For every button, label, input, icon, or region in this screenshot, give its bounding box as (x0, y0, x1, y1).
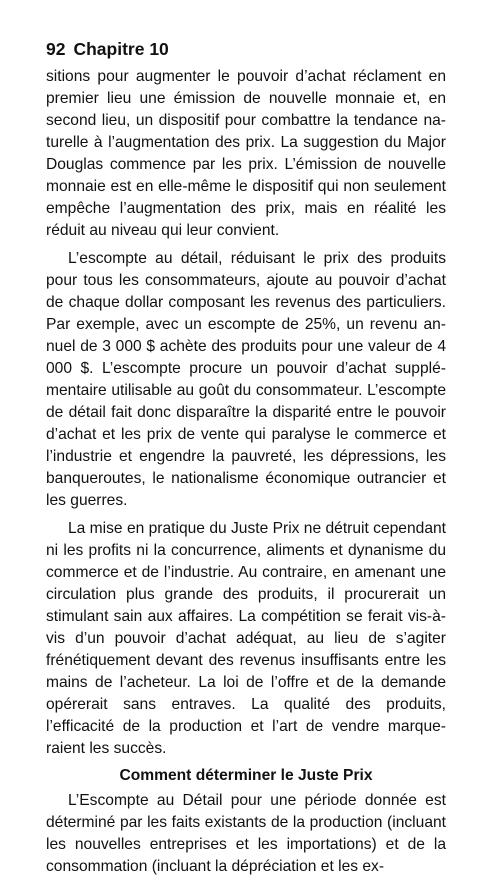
body-text (46, 66, 446, 878)
book-page (46, 38, 446, 880)
paragraph-continued: sitions pour augmenter le pouvoir d’achat réclament en premier lieu une émission de nouvelle monnaie et, en second lieu, un dispositif pour combattre la tendance naturelle à l’augmentation des prix. La suggestion du Major Douglas commence par les prix. L’émission de nouvelle monnaie est en elle-même le dispositif qui non seulement empêche l’augmentation des prix, mais en réalité les réduit au niveau qui leur convient. (46, 68, 446, 239)
paragraph-determination: L’Escompte au Détail pour une période donnée est déterminé par les faits existants de la production (incluant les nouvelles entreprises et les importations) et de la consommation (incluant la dépréciation et les ex- (46, 792, 446, 875)
paragraph-retail-discount: L’escompte au détail, réduisant le prix des produits pour tous les consommateurs, ajoute au pouvoir d’achat de chaque dollar composant les revenus des particuliers. Par exemple, avec un escompte de 25%, un revenu annuel de 3 000 $ achète des produits pour une valeur de 4 000 $. L’escompte procure un pouvoir d’achat supplémentaire utilisable au goût du consommateur. L’escompte de détail fait donc disparaître la disparité entre le pouvoir d’achat et les prix de vente qui paralyse le commerce et l’industrie et engendre la pauvreté, les dépressions, les banqueroutes, le nationalisme économique outrancier et les guerres. (46, 250, 446, 509)
page-number: 92 (46, 39, 66, 59)
chapter-title: Chapitre 10 (73, 39, 169, 59)
paragraph-just-price: La mise en pratique du Juste Prix ne détruit cependant ni les profits ni la concurrence, aliments et dynanisme du commerce et de l’industrie. Au contraire, en amenant une circulation plus grande des produits, il procurerait un stimulant sain aux affaires. La compétition se ferait vis-à-vis d’un pouvoir d’achat adéquat, au lieu de s’agiter frénétiquement devant des revenus insuffisants entre les mains de l’acheteur. La loi de l’offre et de la demande opérerait sans entraves. La qualité des produits, l’efficacité de la production et l’art de vendre marqueraient les succès. (46, 520, 446, 757)
running-header (46, 38, 446, 60)
section-heading: Comment déterminer le Juste Prix (119, 767, 373, 784)
